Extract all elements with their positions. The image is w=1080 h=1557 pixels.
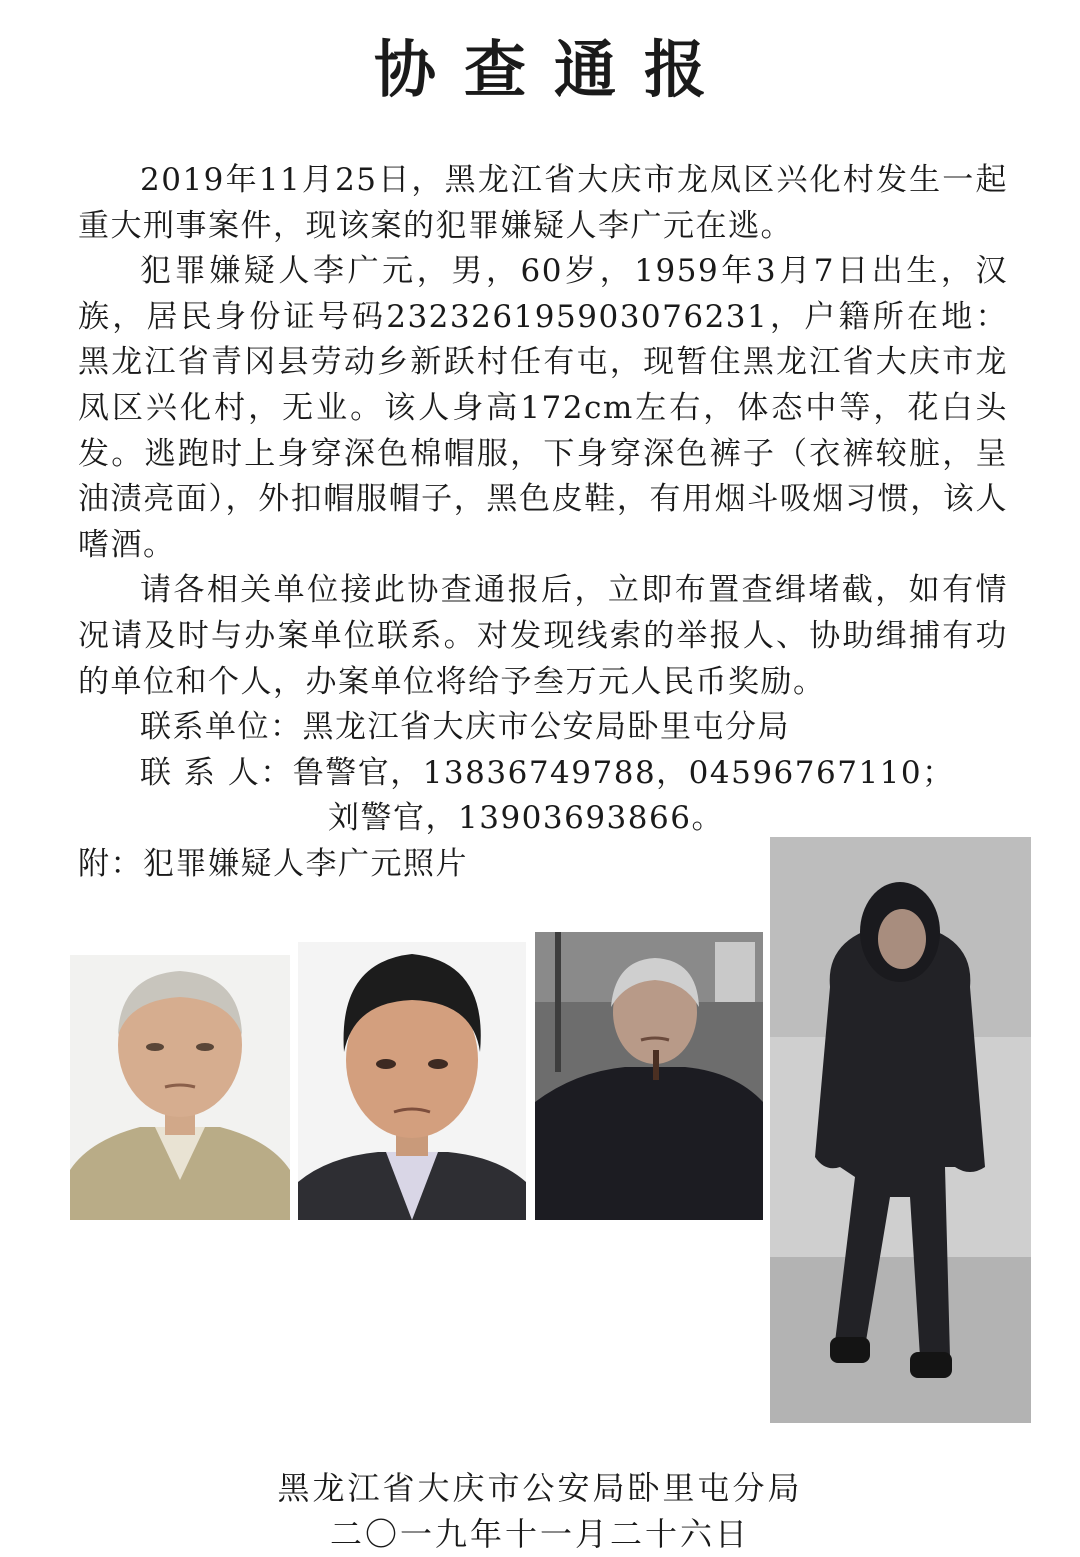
notice-title: 协查通报 [373,33,734,106]
issue-date: 二〇一九年十一月二十六日 [329,1515,750,1553]
paragraph-case: 2019年11月25日，黑龙江省大庆市龙凤区兴化村发生一起重大刑事案件，现该案的犯罪嫌疑人李广元在逃。 [78,162,1008,244]
suspect-photo-3 [535,932,763,1220]
suspect-photo-4 [770,837,1031,1423]
suspect-photo-2 [298,942,526,1220]
paragraph-request: 请各相关单位接此协查通报后，立即布置查缉堵截，如有情况请及时与办案单位联系。对发现线索的举报人、协助缉捕有功的单位和个人，办案单位将给予叁万元人民币奖励。 [78,572,1008,700]
suspect-photo-1 [70,955,290,1220]
notice-body [78,158,1008,888]
contact-unit: 联系单位：黑龙江省大庆市公安局卧里屯分局 [140,709,790,746]
paragraph-suspect: 犯罪嫌疑人李广元，男，60岁，1959年3月7日出生，汉族，居民身份证号码232326195903076231，户籍所在地：黑龙江省青冈县劳动乡新跃村任有屯，现暂住黑龙江省大庆市龙凤区兴化村，无业。该人身高172cm左右，体态中等，花白头发。逃跑时上身穿深色棉帽服，下身穿深色裤子（衣裤较脏，呈油渍亮面），外扣帽服帽子，黑色皮鞋，有用烟斗吸烟习惯，该人嗜酒。 [78,253,1008,563]
attachment-label: 附：犯罪嫌疑人李广元照片 [78,845,468,882]
contact-person: 联 系 人：鲁警官，13836749788，04596767110； [140,754,955,791]
contact-person-2: 刘警官，13903693866。 [328,800,724,837]
issuer-name: 黑龙江省大庆市公安局卧里屯分局 [277,1469,803,1507]
